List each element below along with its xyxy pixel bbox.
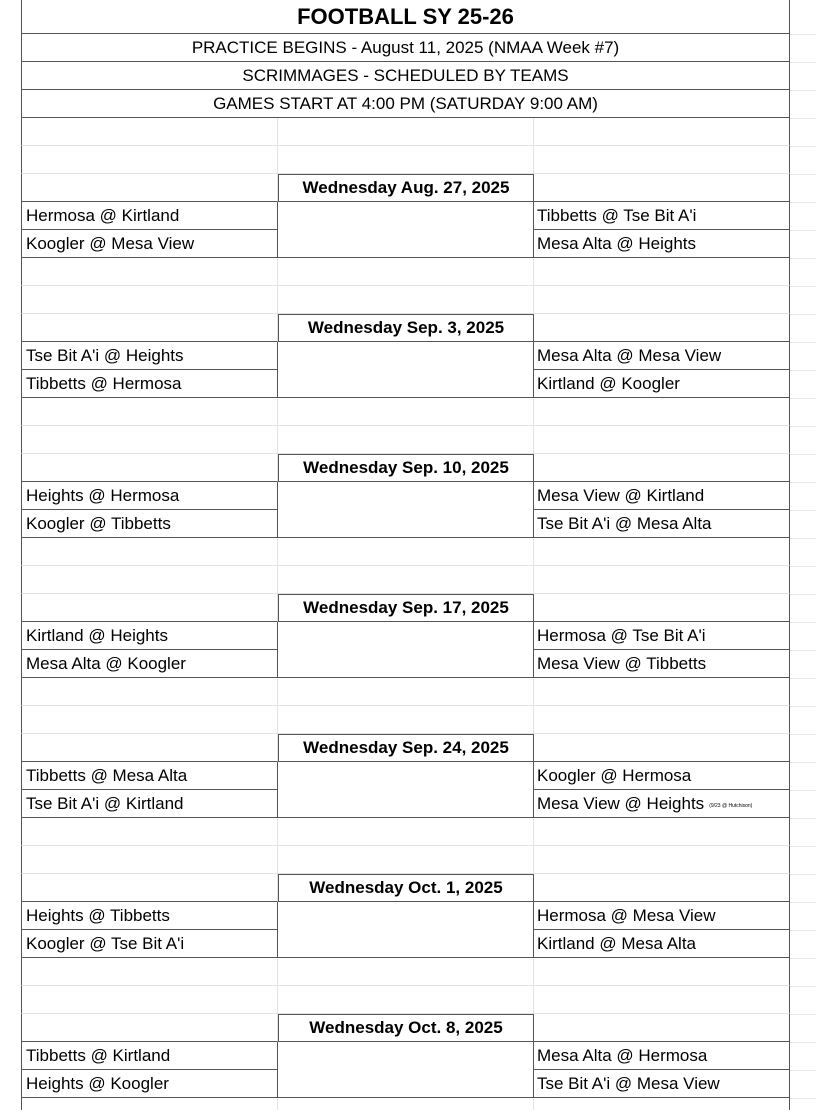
- empty-cell: [278, 846, 534, 874]
- matchup-right: [534, 902, 790, 930]
- game-row: [21, 902, 790, 930]
- empty-cell: [278, 118, 534, 146]
- empty-cell: [278, 790, 534, 818]
- matchup-right: [534, 202, 790, 230]
- empty-cell: [278, 1070, 534, 1098]
- empty-cell: [278, 1042, 534, 1070]
- empty-cell: [21, 538, 278, 566]
- matchup-left: Tibbetts @ Mesa Alta: [21, 762, 278, 790]
- matchup-right: [534, 510, 790, 538]
- week-block: [21, 958, 790, 1098]
- matchup-right-text: Mesa Alta @ Hermosa: [537, 1045, 708, 1065]
- matchup-right-text: Hermosa @ Mesa View: [537, 905, 716, 925]
- empty-cell: [21, 874, 278, 902]
- spacer-row: [21, 818, 790, 846]
- empty-cell: [278, 958, 534, 986]
- empty-cell: [278, 146, 534, 174]
- date-row: [21, 874, 790, 902]
- matchup-right: [534, 650, 790, 678]
- matchup-right-text: Kirtland @ Mesa Alta: [537, 933, 696, 953]
- empty-cell: [534, 818, 790, 846]
- empty-cell: [534, 734, 790, 762]
- empty-cell: [21, 594, 278, 622]
- empty-cell: [21, 1014, 278, 1042]
- spacer-row: [21, 538, 790, 566]
- empty-cell: [21, 398, 278, 426]
- matchup-left: Tse Bit A'i @ Kirtland: [21, 790, 278, 818]
- matchup-right: [534, 930, 790, 958]
- week-block: [21, 538, 790, 678]
- empty-cell: [278, 370, 534, 398]
- matchup-right-text: Mesa View @ Kirtland: [537, 485, 705, 505]
- empty-cell: [534, 454, 790, 482]
- game-date: Wednesday Oct. 8, 2025: [278, 1014, 534, 1042]
- week-block: [21, 678, 790, 818]
- matchup-left: Kirtland @ Heights: [21, 622, 278, 650]
- game-row: [21, 790, 790, 818]
- week-block: [21, 818, 790, 958]
- date-row: [21, 314, 790, 342]
- empty-cell: [534, 986, 790, 1014]
- spacer-row: [21, 986, 790, 1014]
- spacer-row: [21, 258, 790, 286]
- matchup-right: [534, 482, 790, 510]
- matchup-right-text: Mesa View @ Heights: [537, 793, 705, 813]
- game-date: Wednesday Oct. 1, 2025: [278, 874, 534, 902]
- empty-cell: [21, 846, 278, 874]
- empty-cell: [21, 146, 278, 174]
- spacer-row: [21, 118, 790, 146]
- empty-cell: [278, 678, 534, 706]
- date-row: [21, 594, 790, 622]
- empty-cell: [21, 174, 278, 202]
- matchup-left: Tse Bit A'i @ Heights: [21, 342, 278, 370]
- matchup-right: [534, 762, 790, 790]
- empty-cell: [278, 258, 534, 286]
- matchup-left: Heights @ Tibbetts: [21, 902, 278, 930]
- empty-cell: [534, 538, 790, 566]
- game-row: [21, 510, 790, 538]
- empty-cell: [278, 650, 534, 678]
- empty-cell: [534, 426, 790, 454]
- matchup-left: Tibbetts @ Kirtland: [21, 1042, 278, 1070]
- week-block: [21, 118, 790, 258]
- matchup-right-text: Tibbetts @ Tse Bit A'i: [537, 205, 697, 225]
- empty-cell: [21, 986, 278, 1014]
- game-row: [21, 202, 790, 230]
- empty-cell: [278, 538, 534, 566]
- matchup-right-text: Koogler @ Hermosa: [537, 765, 692, 785]
- game-row: [21, 650, 790, 678]
- empty-cell: [534, 1014, 790, 1042]
- empty-cell: [21, 258, 278, 286]
- spacer-row: [21, 958, 790, 986]
- matchup-right: [534, 1070, 790, 1098]
- empty-cell: [278, 230, 534, 258]
- empty-cell: [278, 762, 534, 790]
- sheet-tail: [21, 1098, 790, 1110]
- venue-note: (9/23 @ Hutchison): [709, 802, 753, 809]
- empty-cell: [534, 146, 790, 174]
- empty-cell: [278, 706, 534, 734]
- schedule-sheet: [21, 0, 790, 1110]
- date-row: [21, 454, 790, 482]
- empty-cell: [534, 958, 790, 986]
- game-date: Wednesday Sep. 3, 2025: [278, 314, 534, 342]
- empty-cell: [534, 258, 790, 286]
- empty-cell: [278, 426, 534, 454]
- empty-cell: [21, 454, 278, 482]
- grid-extension: [790, 0, 816, 908]
- spacer-row: [21, 678, 790, 706]
- matchup-left: Heights @ Koogler: [21, 1070, 278, 1098]
- empty-cell: [278, 482, 534, 510]
- empty-cell: [534, 566, 790, 594]
- matchup-right-text: Tse Bit A'i @ Mesa View: [537, 1073, 720, 1093]
- matchup-left: Koogler @ Tibbetts: [21, 510, 278, 538]
- empty-cell: [534, 314, 790, 342]
- spacer-row: [21, 426, 790, 454]
- empty-cell: [21, 958, 278, 986]
- matchup-left: Koogler @ Tse Bit A'i: [21, 930, 278, 958]
- empty-cell: [534, 874, 790, 902]
- empty-cell: [278, 622, 534, 650]
- matchup-right: [534, 370, 790, 398]
- empty-cell: [278, 818, 534, 846]
- empty-cell: [21, 678, 278, 706]
- game-row: [21, 230, 790, 258]
- empty-cell: [21, 706, 278, 734]
- week-block: [21, 398, 790, 538]
- page-title: FOOTBALL SY 25-26: [21, 0, 790, 34]
- practice-begins-line: PRACTICE BEGINS - August 11, 2025 (NMAA Week #7): [21, 34, 790, 62]
- scrimmages-line: SCRIMMAGES - SCHEDULED BY TEAMS: [21, 62, 790, 90]
- matchup-left: Heights @ Hermosa: [21, 482, 278, 510]
- matchup-right-text: Hermosa @ Tse Bit A'i: [537, 625, 706, 645]
- empty-cell: [21, 426, 278, 454]
- game-date: Wednesday Sep. 10, 2025: [278, 454, 534, 482]
- game-row: [21, 482, 790, 510]
- empty-cell: [278, 510, 534, 538]
- matchup-right-text: Mesa View @ Tibbetts: [537, 653, 707, 673]
- spacer-row: [21, 846, 790, 874]
- empty-cell: [21, 314, 278, 342]
- matchup-right-text: Mesa Alta @ Mesa View: [537, 345, 722, 365]
- empty-cell: [534, 174, 790, 202]
- empty-cell: [534, 706, 790, 734]
- game-start-line: GAMES START AT 4:00 PM (SATURDAY 9:00 AM): [21, 90, 790, 118]
- empty-cell: [278, 930, 534, 958]
- empty-cell: [534, 286, 790, 314]
- spacer-row: [21, 706, 790, 734]
- empty-cell: [278, 398, 534, 426]
- matchup-right-text: Kirtland @ Koogler: [537, 373, 680, 393]
- game-date: Wednesday Sep. 24, 2025: [278, 734, 534, 762]
- date-row: [21, 174, 790, 202]
- week-block: [21, 258, 790, 398]
- empty-cell: [534, 594, 790, 622]
- spacer-row: [21, 146, 790, 174]
- matchup-right-text: Mesa Alta @ Heights: [537, 233, 696, 253]
- matchup-left: Koogler @ Mesa View: [21, 230, 278, 258]
- matchup-right: [534, 342, 790, 370]
- empty-cell: [278, 566, 534, 594]
- empty-cell: [278, 902, 534, 930]
- game-date: Wednesday Aug. 27, 2025: [278, 174, 534, 202]
- empty-cell: [278, 286, 534, 314]
- date-row: [21, 734, 790, 762]
- matchup-left: Hermosa @ Kirtland: [21, 202, 278, 230]
- matchup-left: Mesa Alta @ Koogler: [21, 650, 278, 678]
- matchup-right: [534, 790, 790, 818]
- matchup-left: Tibbetts @ Hermosa: [21, 370, 278, 398]
- matchup-right: [534, 622, 790, 650]
- empty-cell: [534, 118, 790, 146]
- game-row: [21, 1042, 790, 1070]
- spacer-row: [21, 566, 790, 594]
- date-row: [21, 1014, 790, 1042]
- empty-cell: [534, 846, 790, 874]
- game-row: [21, 342, 790, 370]
- game-date: Wednesday Sep. 17, 2025: [278, 594, 534, 622]
- game-row: [21, 622, 790, 650]
- empty-cell: [21, 118, 278, 146]
- matchup-right: [534, 230, 790, 258]
- empty-cell: [21, 818, 278, 846]
- spacer-row: [21, 398, 790, 426]
- game-row: [21, 370, 790, 398]
- schedule-weeks: [21, 118, 790, 1098]
- empty-cell: [278, 342, 534, 370]
- matchup-right-text: Tse Bit A'i @ Mesa Alta: [537, 513, 712, 533]
- empty-cell: [278, 986, 534, 1014]
- empty-cell: [21, 566, 278, 594]
- empty-cell: [21, 734, 278, 762]
- empty-cell: [534, 678, 790, 706]
- game-row: [21, 1070, 790, 1098]
- empty-cell: [21, 286, 278, 314]
- empty-cell: [278, 202, 534, 230]
- spacer-row: [21, 286, 790, 314]
- game-row: [21, 762, 790, 790]
- game-row: [21, 930, 790, 958]
- matchup-right: [534, 1042, 790, 1070]
- empty-cell: [534, 398, 790, 426]
